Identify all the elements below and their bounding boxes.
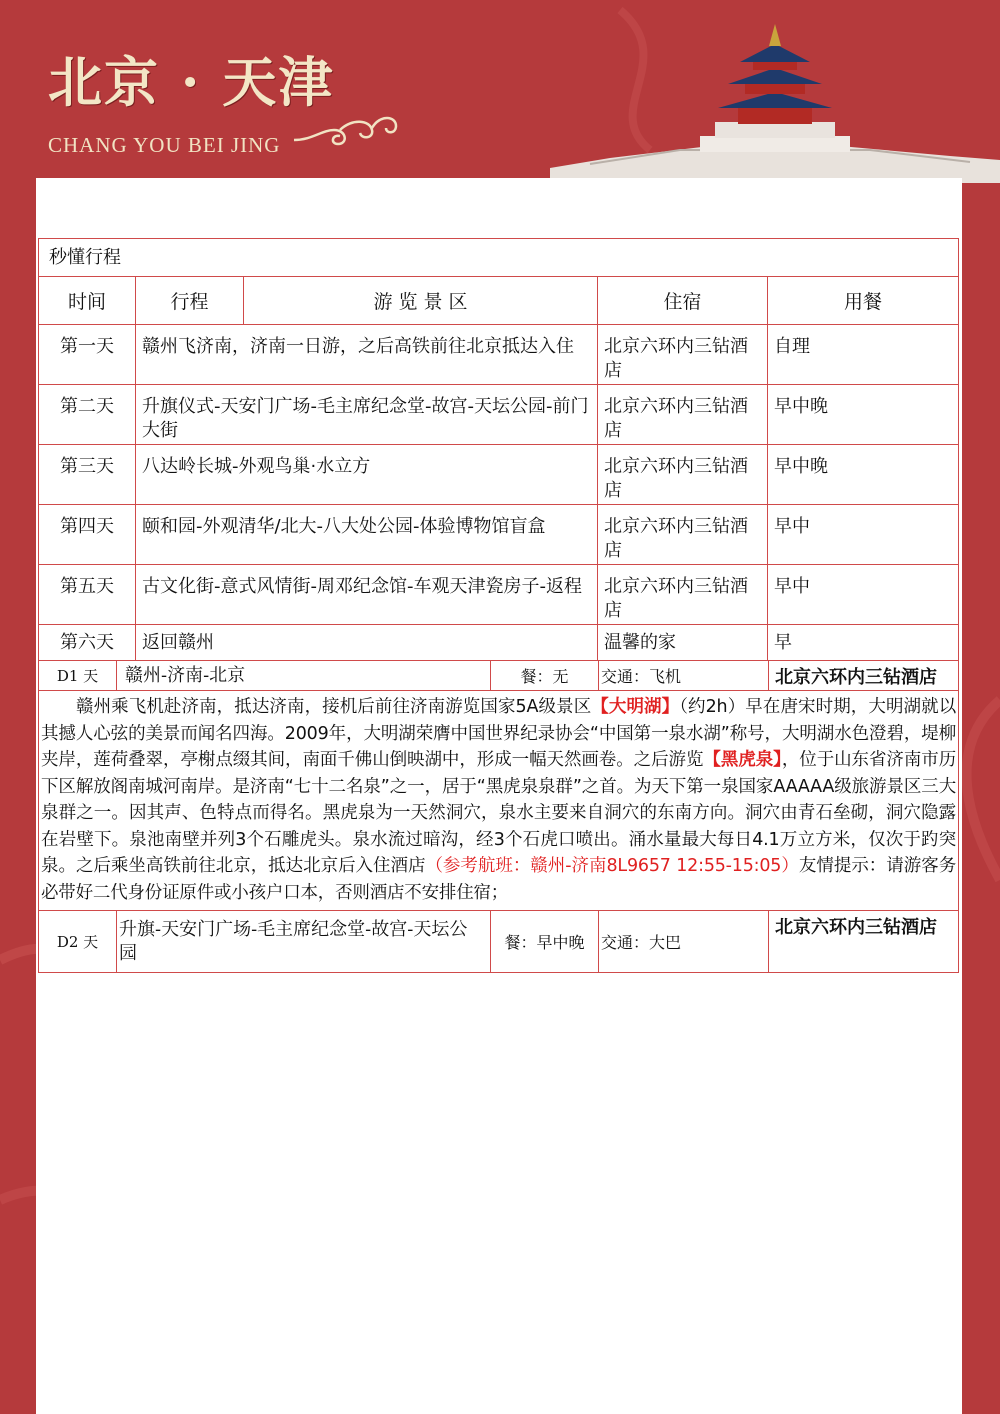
- day-cell: 第二天: [39, 385, 136, 445]
- d1-description: [39, 691, 959, 911]
- header-subtitle: CHANG YOU BEI JING: [48, 133, 281, 157]
- d1-header-row: [39, 661, 959, 691]
- route-cell: 返回赣州: [136, 625, 598, 661]
- d2-hotel: 北京六环内三钻酒店: [769, 911, 959, 973]
- hotel-cell: 北京六环内三钻酒店: [598, 445, 768, 505]
- hotel-cell: 北京六环内三钻酒店: [598, 385, 768, 445]
- route-cell: 颐和园-外观清华/北大-八大处公园-体验博物馆盲盒: [136, 505, 598, 565]
- d2-header-row: [39, 911, 959, 973]
- spot-heihu-spring: 【黑虎泉】: [703, 750, 782, 770]
- route-cell: 升旗仪式-天安门广场-毛主席纪念堂-故宫-天坛公园-前门大街: [136, 385, 598, 445]
- cloud-ornament-icon: [292, 100, 402, 150]
- route-cell: 古文化街-意式风情街-周邓纪念馆-车观天津瓷房子-返程: [136, 565, 598, 625]
- table-row: [39, 625, 959, 661]
- meal-cell: 早中晚: [768, 385, 959, 445]
- temple-of-heaven-illustration: [550, 18, 1000, 183]
- d2-meal: 餐：早中晚: [491, 911, 599, 973]
- desc-text: 赣州乘飞机赴济南，抵达济南，接机后前往济南游览国家5A级景区: [76, 697, 592, 717]
- reference-flight: （参考航班：赣州-济南8L9657 12:55-15:05）: [425, 856, 799, 876]
- hotel-cell: 北京六环内三钻酒店: [598, 565, 768, 625]
- route-cell: 八达岭长城-外观鸟巢·水立方: [136, 445, 598, 505]
- spot-daming-lake: 【大明湖】: [591, 697, 680, 717]
- d2-day-label: D2 天: [39, 911, 117, 973]
- table-row: [39, 385, 959, 445]
- desc-text: （约2h）早在唐宋时期，大明湖就以其撼人心弦的美景而闻名四海。2009年，大明湖荣膺中国世界纪录协会“中国第一泉水湖”称号，大明湖水色澄碧，堤柳夹岸，莲荷叠翠，亭榭点缀其间，南面千佛山倒映湖中，形成一幅天然画卷。之后游览: [41, 697, 957, 770]
- desc-text: ，位于山东省济南市历下区解放阁南城河南岸。是济南“七十二名泉”之一，居于“黑虎泉泉群”之首。为天下第一泉国家AAAAA级旅游景区三大泉群之一。因其声、色特点而得名。黑虎泉为一天然洞穴，泉水主要来自洞穴的东南方向。洞穴由青石垒砌，洞穴隐露在岩壁下。泉池南壁并列3个石雕虎头。泉水流过暗沟，经3个石虎口喷出。涌水量最大每日4.1万立方米，仅次于趵突泉。之后乘坐高铁前往北京，抵达北京后入住酒店: [41, 750, 957, 876]
- hotel-cell: 北京六环内三钻酒店: [598, 505, 768, 565]
- d2-route: 升旗-天安门广场-毛主席纪念堂-故宫-天坛公园: [117, 911, 491, 973]
- day-cell: 第一天: [39, 325, 136, 385]
- d1-meal: 餐：无: [491, 661, 599, 691]
- meal-cell: 早: [768, 625, 959, 661]
- table-row: [39, 325, 959, 385]
- d2-transport: 交通：大巴: [599, 911, 769, 973]
- hotel-cell: 温馨的家: [598, 625, 768, 661]
- meal-cell: 自理: [768, 325, 959, 385]
- travel-tip: 友情提示：请游客务必带好二代身份证原件或小孩户口本，否则酒店不安排住宿；: [41, 856, 956, 903]
- itinerary-summary-table: [38, 238, 959, 661]
- d1-transport: 交通：飞机: [599, 661, 769, 691]
- day-cell: 第五天: [39, 565, 136, 625]
- col-header-route: 行程: [136, 277, 244, 325]
- d1-description-row: [39, 691, 959, 911]
- meal-cell: 早中晚: [768, 445, 959, 505]
- header-title: 北京 · 天津: [48, 50, 335, 114]
- day-cell: 第四天: [39, 505, 136, 565]
- route-cell: 赣州飞济南，济南一日游，之后高铁前往北京抵达入住: [136, 325, 598, 385]
- summary-header-row: [39, 277, 959, 325]
- hotel-cell: 北京六环内三钻酒店: [598, 325, 768, 385]
- meal-cell: 早中: [768, 565, 959, 625]
- meal-cell: 早中: [768, 505, 959, 565]
- summary-caption: 秒懂行程: [39, 239, 959, 277]
- col-header-scenic: 游 览 景 区: [244, 277, 598, 325]
- col-header-time: 时间: [39, 277, 136, 325]
- col-header-hotel: 住宿: [598, 277, 768, 325]
- table-row: [39, 445, 959, 505]
- d1-hotel: 北京六环内三钻酒店: [769, 661, 959, 691]
- table-row: [39, 505, 959, 565]
- d1-route: 赣州-济南-北京: [117, 661, 491, 691]
- table-row: [39, 565, 959, 625]
- d1-day-label: D1 天: [39, 661, 117, 691]
- daily-detail-table: [38, 660, 959, 973]
- day-cell: 第六天: [39, 625, 136, 661]
- day-cell: 第三天: [39, 445, 136, 505]
- col-header-meal: 用餐: [768, 277, 959, 325]
